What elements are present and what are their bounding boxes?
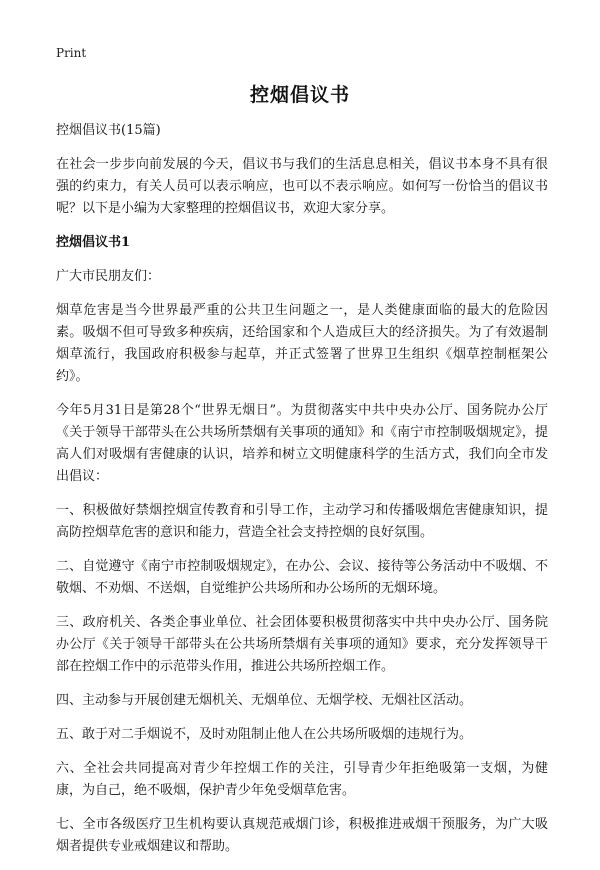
body-paragraph: 四、主动参与开展创建无烟机关、无烟单位、无烟学校、无烟社区活动。 (56, 693, 473, 708)
print-link[interactable]: Print (56, 46, 87, 60)
body-paragraph: 七、全市各级医疗卫生机构要认真规范戒烟门诊，积极推进戒烟干预服务，为广大吸烟者提供专业戒烟建议和帮助。 (56, 817, 548, 854)
body-paragraph: 五、敢于对二手烟说不，及时劝阻制止他人在公共场所吸烟的违规行为。 (56, 727, 473, 742)
body-paragraph: 烟草危害是当今世界最严重的公共卫生问题之一，是人类健康面临的最大的危险因素。吸烟不但可导致多种疾病，还给国家和个人造成巨大的经济损失。为了有效遏制烟草流行，我国政府积极参与起草，并正式签署了世界卫生组织《烟草控制框架公约》。 (56, 303, 548, 384)
salutation: 广大市民朋友们： (56, 269, 161, 284)
body-paragraph: 二、自觉遵守《南宁市控制吸烟规定》，在办公、会议、接待等公务活动中不吸烟、不敬烟、不劝烟、不送烟，自觉维护公共场所和办公场所的无烟环境。 (56, 559, 548, 596)
body-paragraph: 一、积极做好禁烟控烟宣传教育和引导工作，主动学习和传播吸烟危害健康知识，提高防控烟草危害的意识和能力，营造全社会支持控烟的良好氛围。 (56, 503, 548, 540)
intro-paragraph: 在社会一步步向前发展的今天，倡议书与我们的生活息息相关，倡议书本身不具有很强的约束力，有关人员可以表示响应，也可以不表示响应。如何写一份恰当的倡议书呢？以下是小编为大家整理的控烟倡议书，欢迎大家分享。 (56, 157, 548, 216)
body-paragraph: 今年5月31日是第28个“世界无烟日”。为贯彻落实中共中央办公厅、国务院办公厅《关于领导干部带头在公共场所禁烟有关事项的通知》和《南宁市控制吸烟规定》，提高人们对吸烟有害健康的认识，培养和树立文明健康科学的生活方式，我们向全市发出倡议： (56, 403, 548, 484)
section-heading: 控烟倡议书1 (56, 235, 131, 250)
body-paragraph: 三、政府机关、各类企事业单位、社会团体要积极贯彻落实中共中央办公厅、国务院办公厅《关于领导干部带头在公共场所禁烟有关事项的通知》要求，充分发挥领导干部在控烟工作中的示范带头作用，推进公共场所控烟工作。 (56, 615, 548, 674)
document-subtitle: 控烟倡议书(15篇) (56, 123, 161, 138)
body-paragraph: 六、全社会共同提高对青少年控烟工作的关注，引导青少年拒绝吸第一支烟，为健康，为自己，绝不吸烟，保护青少年免受烟草危害。 (56, 761, 548, 798)
page-title: 控烟倡议书 (249, 84, 350, 106)
document-body (56, 120, 548, 870)
